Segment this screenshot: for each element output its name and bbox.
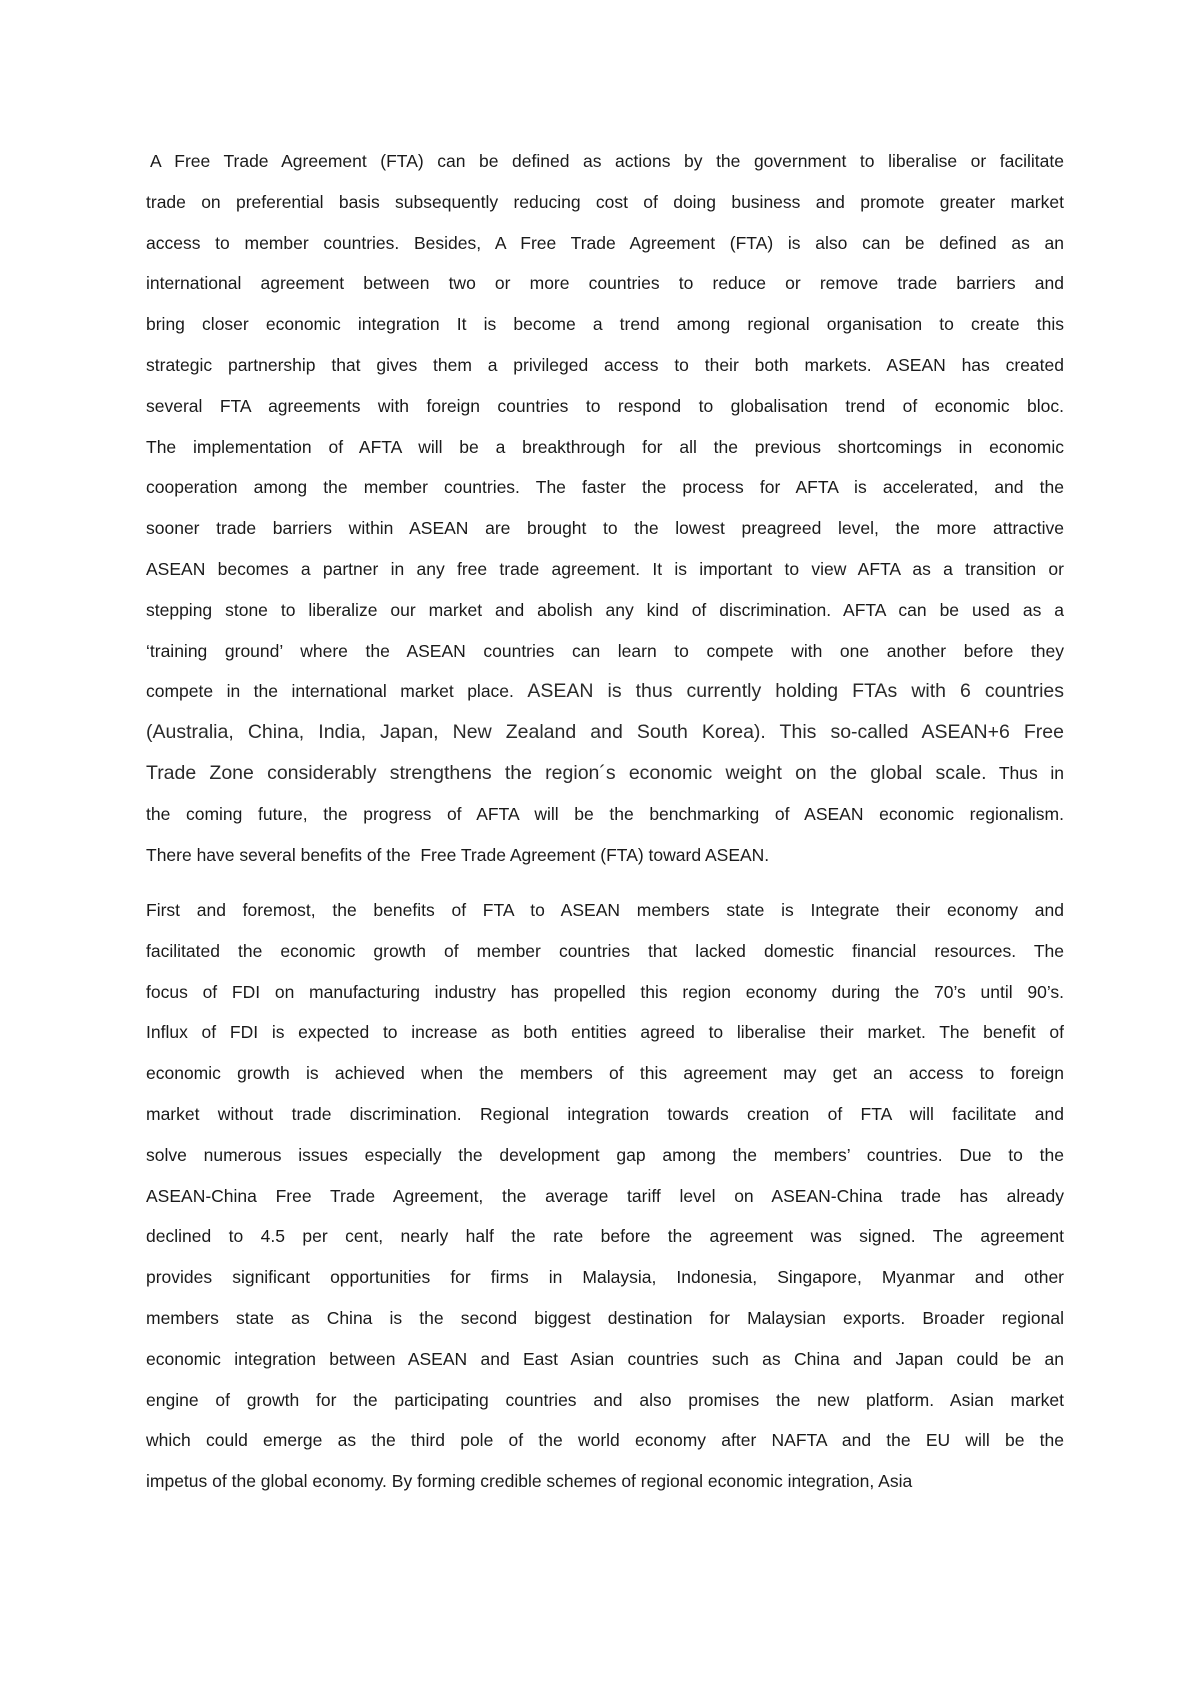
text-segment: market without trade discrimination. Regional integration towards creation of FTA will facilitate and bbox=[146, 1103, 1064, 1124]
text-segment: ‘training ground’ where the ASEAN countries can learn to compete with one another before they bbox=[146, 640, 1064, 661]
text-segment: First and foremost, the benefits of FTA to ASEAN members state is Integrate their economy and bbox=[146, 900, 1064, 920]
text-segment: which could emerge as the third pole of the world economy after NAFTA and the EU will be the bbox=[146, 1430, 1064, 1451]
text-line bbox=[146, 427, 1064, 468]
text-segment: several FTA agreements with foreign countries to respond to globalisation trend of economic bloc. bbox=[146, 395, 1064, 416]
text-line bbox=[146, 223, 1064, 264]
text-line bbox=[146, 1461, 1064, 1502]
text-line bbox=[146, 1012, 1064, 1053]
paragraph-fta-benefits bbox=[146, 890, 1064, 1502]
text-line bbox=[146, 182, 1064, 223]
text-segment: bring closer economic integration It is become a trend among regional organisation to create this bbox=[146, 314, 1064, 335]
text-line bbox=[146, 835, 1064, 876]
text-segment: focus of FDI on manufacturing industry has propelled this region economy during the 70’s until 90’s. bbox=[146, 981, 1064, 1002]
text-segment: impetus of the global economy. By forming credible schemes of regional economic integration, Asia bbox=[146, 1471, 913, 1492]
text-segment: cooperation among the member countries. The faster the process for AFTA is accelerated, and the bbox=[146, 477, 1064, 498]
paragraph-fta-definition bbox=[146, 141, 1064, 875]
text-segment: A Free Trade Agreement (FTA) can be defined as actions by the government to liberalise or facilitate bbox=[150, 151, 1064, 171]
text-segment: facilitated the economic growth of member countries that lacked domestic financial resources. The bbox=[146, 940, 1064, 961]
text-segment: access to member countries. Besides, A Free Trade Agreement (FTA) is also can be defined as an bbox=[146, 232, 1064, 253]
text-line bbox=[146, 890, 1064, 931]
text-segment: There have several benefits of the Free Trade Agreement (FTA) toward ASEAN. bbox=[146, 844, 770, 865]
text-segment: (Australia, China, India, Japan, New Zealand and South Korea). This so-called ASEAN+6 Free bbox=[146, 721, 1064, 744]
text-segment: Thus in bbox=[986, 762, 1064, 783]
text-segment: economic integration between ASEAN and East Asian countries such as China and Japan could be an bbox=[146, 1348, 1064, 1369]
text-segment: solve numerous issues especially the development gap among the members’ countries. Due to the bbox=[146, 1144, 1064, 1165]
text-segment: Influx of FDI is expected to increase as both entities agreed to liberalise their market. The benefit of bbox=[146, 1022, 1064, 1043]
text-line bbox=[146, 1135, 1064, 1176]
text-segment: The implementation of AFTA will be a breakthrough for all the previous shortcomings in economic bbox=[146, 436, 1064, 457]
text-segment: declined to 4.5 per cent, nearly half the rate before the agreement was signed. The agreement bbox=[146, 1226, 1064, 1247]
text-segment: engine of growth for the participating countries and also promises the new platform. Asian market bbox=[146, 1389, 1064, 1410]
text-segment: the coming future, the progress of AFTA will be the benchmarking of ASEAN economic regionalism. bbox=[146, 803, 1064, 824]
text-segment: strategic partnership that gives them a privileged access to their both markets. ASEAN has created bbox=[146, 354, 1064, 375]
text-line bbox=[146, 712, 1064, 753]
text-segment: provides significant opportunities for firms in Malaysia, Indonesia, Singapore, Myanmar and other bbox=[146, 1267, 1064, 1288]
text-line bbox=[146, 1420, 1064, 1461]
text-line bbox=[146, 304, 1064, 345]
text-line bbox=[146, 386, 1064, 427]
text-line bbox=[146, 1298, 1064, 1339]
text-line bbox=[146, 931, 1064, 972]
text-segment: sooner trade barriers within ASEAN are brought to the lowest preagreed level, the more attractive bbox=[146, 518, 1064, 539]
text-line bbox=[146, 972, 1064, 1013]
text-segment: compete in the international market place. bbox=[146, 681, 528, 702]
text-segment: economic growth is achieved when the members of this agreement may get an access to foreign bbox=[146, 1063, 1064, 1084]
text-line bbox=[146, 1257, 1064, 1298]
text-line bbox=[146, 1339, 1064, 1380]
text-line bbox=[146, 794, 1064, 835]
text-line bbox=[146, 467, 1064, 508]
text-segment: ASEAN is thus currently holding FTAs with 6 countries bbox=[527, 680, 1064, 703]
text-line bbox=[146, 345, 1064, 386]
text-line bbox=[146, 671, 1064, 712]
text-segment: ASEAN becomes a partner in any free trade agreement. It is important to view AFTA as a transition or bbox=[146, 558, 1064, 579]
text-segment: ASEAN-China Free Trade Agreement, the average tariff level on ASEAN-China trade has already bbox=[146, 1185, 1064, 1206]
text-line bbox=[146, 1216, 1064, 1257]
text-segment: members state as China is the second biggest destination for Malaysian exports. Broader regional bbox=[146, 1307, 1064, 1328]
text-segment: trade on preferential basis subsequently reducing cost of doing business and promote greater market bbox=[146, 191, 1064, 212]
text-line bbox=[146, 590, 1064, 631]
text-line bbox=[146, 1380, 1064, 1421]
text-line bbox=[146, 263, 1064, 304]
text-line bbox=[146, 141, 1064, 182]
text-segment: stepping stone to liberalize our market and abolish any kind of discrimination. AFTA can be used as a bbox=[146, 599, 1064, 620]
text-line bbox=[146, 631, 1064, 672]
text-line bbox=[146, 753, 1064, 794]
text-line bbox=[146, 1094, 1064, 1135]
text-segment: Trade Zone considerably strengthens the region´s economic weight on the global scale. bbox=[146, 761, 987, 784]
text-segment: international agreement between two or more countries to reduce or remove trade barriers and bbox=[146, 273, 1064, 294]
text-line bbox=[146, 1176, 1064, 1217]
text-line bbox=[146, 508, 1064, 549]
text-line bbox=[146, 549, 1064, 590]
text-line bbox=[146, 1053, 1064, 1094]
